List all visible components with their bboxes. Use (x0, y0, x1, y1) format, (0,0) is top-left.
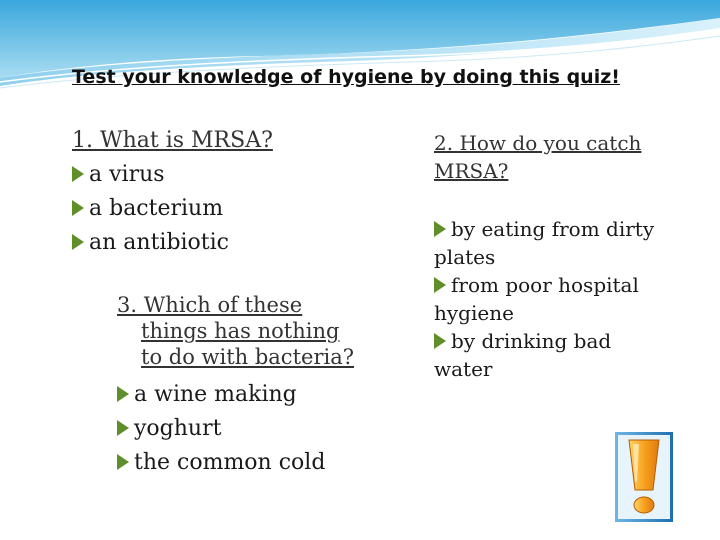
question-2-text (434, 129, 674, 185)
q3-option-label: yoghurt (134, 416, 222, 441)
q1-option-label: a virus (89, 162, 165, 187)
question-3-text (117, 292, 354, 370)
question-3-line: 3. Which of these (117, 293, 303, 317)
arrow-bullet-icon (434, 333, 446, 349)
q3-option-label: the common cold (134, 450, 326, 475)
q1-option-label: a bacterium (89, 196, 224, 221)
q2-option-label: by drinking bad (451, 329, 612, 353)
arrow-bullet-icon (72, 200, 84, 216)
q3-option-label: a wine making (134, 382, 297, 407)
q1-option (72, 158, 273, 192)
question-2-line: 2. How do you catch (434, 131, 642, 155)
arrow-bullet-icon (434, 277, 446, 293)
arrow-bullet-icon (117, 420, 129, 436)
arrow-bullet-icon (72, 166, 84, 182)
arrow-bullet-icon (434, 221, 446, 237)
question-3-line: things has nothing (141, 319, 340, 343)
q2-option-label: from poor hospital (451, 273, 639, 297)
question-3-block (117, 292, 354, 480)
arrow-bullet-icon (117, 386, 129, 402)
q2-option (434, 215, 674, 271)
q2-option (434, 327, 674, 383)
page-title: Test your knowledge of hygiene by doing this quiz! (72, 66, 620, 88)
q3-option (117, 446, 354, 480)
arrow-bullet-icon (72, 234, 84, 250)
question-3-line: to do with bacteria? (141, 345, 354, 369)
q3-option (117, 378, 354, 412)
q2-option-continuation: hygiene (434, 301, 514, 325)
question-1-text: 1. What is MRSA? (72, 128, 273, 153)
q2-option (434, 271, 674, 327)
q2-option-continuation: water (434, 357, 493, 381)
arrow-bullet-icon (117, 454, 129, 470)
q1-option (72, 192, 273, 226)
question-2-line: MRSA? (434, 159, 509, 183)
q3-option (117, 412, 354, 446)
q2-option-label: by eating from dirty (451, 217, 655, 241)
question-1-block (72, 124, 273, 260)
exclamation-warning-icon (615, 432, 673, 522)
q1-option-label: an antibiotic (89, 230, 230, 255)
q2-option-continuation: plates (434, 245, 496, 269)
q1-option (72, 226, 273, 260)
question-2-block (434, 129, 674, 383)
